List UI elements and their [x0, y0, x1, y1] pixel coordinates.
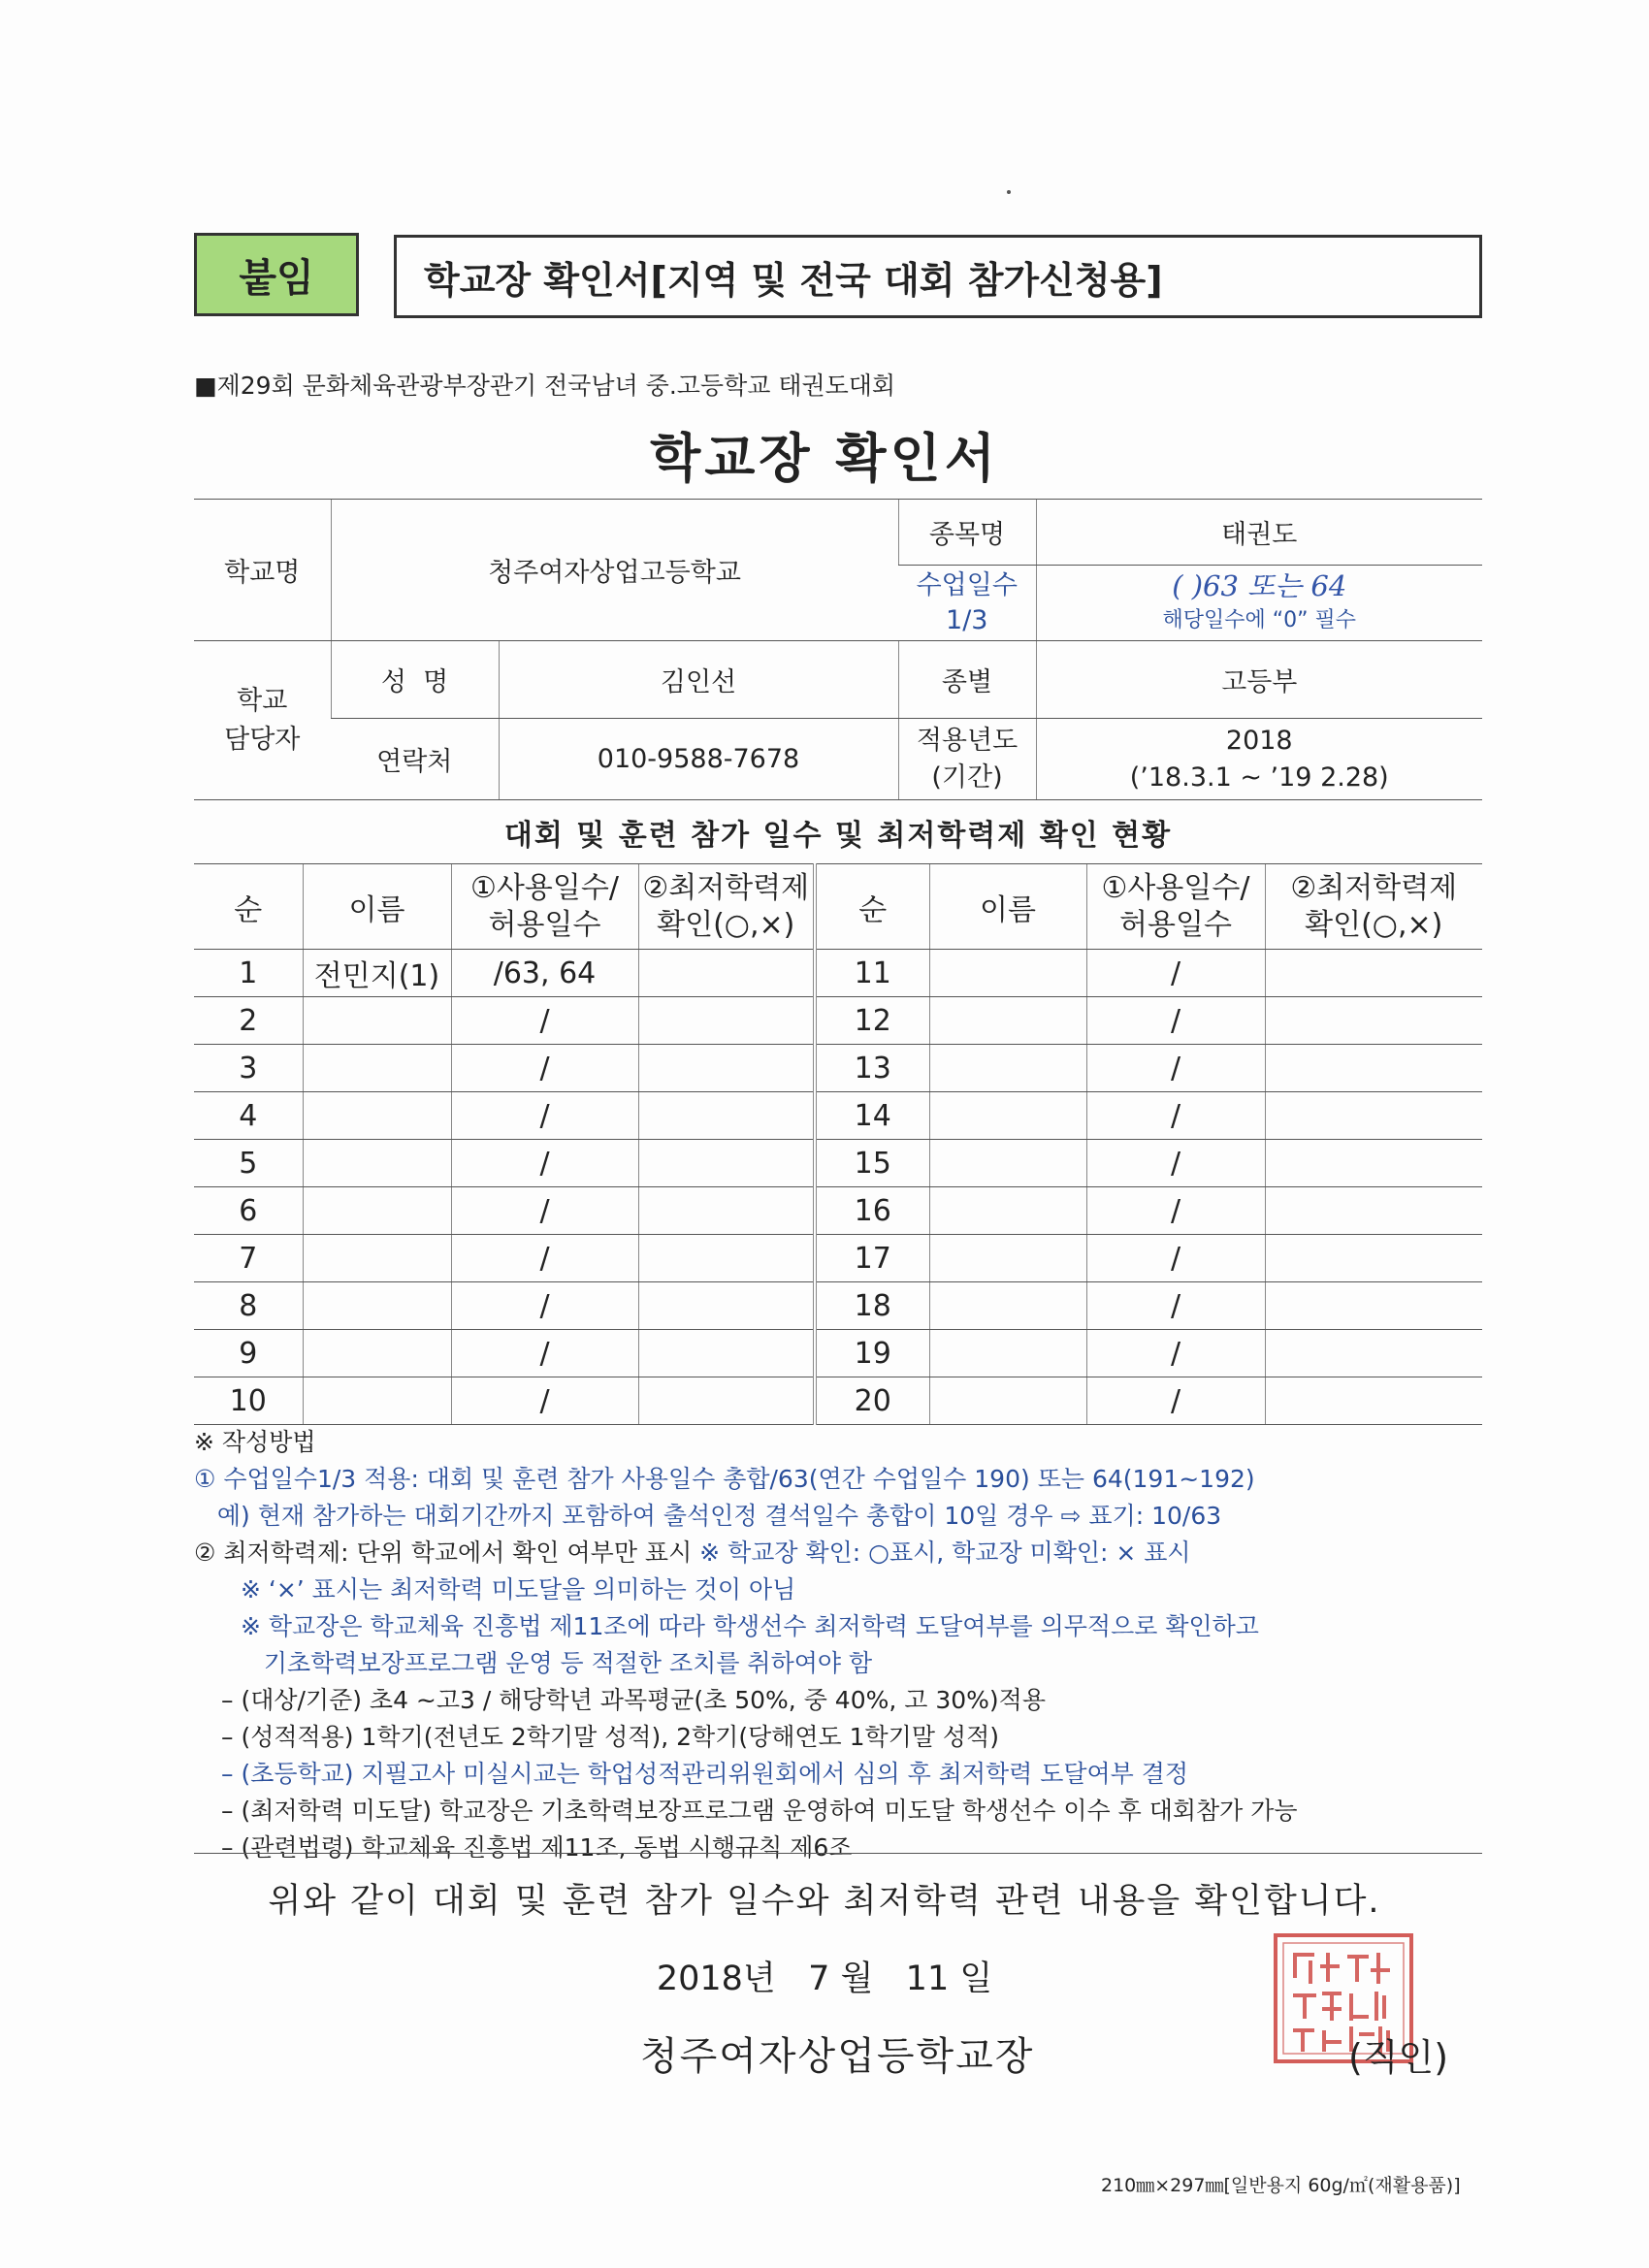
- competition-subtitle: ■제29회 문화체육관광부장관기 전국남녀 중.고등학교 태권도대회: [194, 372, 896, 400]
- note-9: – (관련법령) 학교체육 진흥법 제11조, 동법 시행규칙 제6조: [221, 1833, 853, 1862]
- note-1a: ① 수업일수1/3 적용: 대회 및 훈련 참가 사용일수 총합/63(연간 수업일수 190) 또는 64(191~192): [194, 1465, 1255, 1493]
- manager-label-line1: 학교: [237, 685, 288, 716]
- athlete-name: [929, 1140, 1086, 1187]
- athlete-name: [303, 1045, 451, 1092]
- name-label: 성 명: [331, 641, 499, 719]
- row-number: 12: [815, 997, 929, 1045]
- athlete-name: [303, 1377, 451, 1425]
- header-days-right-line1: ①사용일수/: [1101, 870, 1250, 905]
- row-number: 2: [194, 997, 303, 1045]
- school-value: 청주여자상업고등학교: [331, 500, 898, 641]
- days-note: 해당일수에 “0” 필수: [1162, 607, 1357, 632]
- divider: [194, 1853, 1482, 1854]
- days-used: /: [451, 1282, 638, 1330]
- days-used: /: [1086, 1187, 1265, 1235]
- table-row: [194, 1045, 1482, 1092]
- table-row: [194, 1092, 1482, 1140]
- row-number: 6: [194, 1187, 303, 1235]
- athlete-name: [929, 1045, 1086, 1092]
- athlete-name: [303, 1187, 451, 1235]
- days-used: /: [451, 1045, 638, 1092]
- confirmation-date: 2018년 7 월 11 일: [656, 1960, 993, 1998]
- event-value: 태권도: [1036, 500, 1482, 566]
- row-number: 18: [815, 1282, 929, 1330]
- table-row: [194, 1235, 1482, 1282]
- athlete-name: [303, 1282, 451, 1330]
- name-value: 김인선: [499, 641, 898, 719]
- days-used: /: [1086, 950, 1265, 997]
- athlete-name: [929, 1282, 1086, 1330]
- header-check-left-line2: 확인(○,×): [657, 907, 795, 942]
- athlete-name: [929, 1187, 1086, 1235]
- academic-check: [638, 1092, 815, 1140]
- days-used: /63, 64: [451, 950, 638, 997]
- table-row: [194, 950, 1482, 997]
- academic-check: [638, 1282, 815, 1330]
- header-days-left-line1: ①사용일수/: [470, 870, 619, 905]
- note-4a: ※ 학교장은 학교체육 진흥법 제11조에 따라 학생선수 최저학력 도달여부를 의무적으로 확인하고: [241, 1612, 1259, 1640]
- notes-heading: ※ 작성방법: [194, 1428, 316, 1456]
- seal-placeholder: (직인): [1348, 2036, 1449, 2079]
- days-used: /: [1086, 1140, 1265, 1187]
- note-4b: 기초학력보장프로그램 운영 등 적절한 조치를 취하여야 함: [241, 1649, 873, 1677]
- note-2: [194, 1535, 1494, 1571]
- header-days-left: [451, 864, 638, 950]
- note-1b: 예) 현재 참가하는 대회기간까지 포함하여 출석인정 결석일수 총합이 10일 경우 ⇨ 표기: 10/63: [194, 1502, 1222, 1530]
- row-number: 14: [815, 1092, 929, 1140]
- academic-check: [638, 1187, 815, 1235]
- note-2-prefix: ② 최저학력제: 단위 학교에서 확인 여부만 표시: [194, 1539, 700, 1567]
- days-used: /: [451, 1330, 638, 1377]
- table-row: [194, 1140, 1482, 1187]
- academic-check: [1265, 1330, 1482, 1377]
- row-number: 10: [194, 1377, 303, 1425]
- days-used: /: [1086, 1092, 1265, 1140]
- scan-speck: [1007, 190, 1011, 194]
- days-used: /: [1086, 1282, 1265, 1330]
- days-used: /: [1086, 1377, 1265, 1425]
- manager-label-line2: 담당자: [224, 724, 301, 755]
- row-number: 20: [815, 1377, 929, 1425]
- days-used: /: [1086, 1235, 1265, 1282]
- division-label: 종별: [898, 641, 1036, 719]
- academic-check: [638, 1045, 815, 1092]
- header-days-right-line2: 허용일수: [1119, 907, 1232, 942]
- academic-check: [638, 1377, 815, 1425]
- academic-check: [1265, 1187, 1482, 1235]
- academic-check: [1265, 1045, 1482, 1092]
- athlete-name: [929, 1377, 1086, 1425]
- header-name-left: 이름: [303, 864, 451, 950]
- academic-check: [638, 997, 815, 1045]
- days-used: /: [1086, 997, 1265, 1045]
- days-label-line1: 수업일수: [916, 569, 1018, 600]
- row-number: 13: [815, 1045, 929, 1092]
- year-value: 2018: [1225, 725, 1293, 756]
- principal-signature: 청주여자상업등학교장: [640, 2034, 1035, 2079]
- note-3: ※ ‘×’ 표시는 최저학력 미도달을 의미하는 것이 아님: [241, 1575, 796, 1604]
- year-label-line2: (기간): [931, 761, 1003, 793]
- days-used: /: [1086, 1045, 1265, 1092]
- note-5: – (대상/기준) 초4 ~고3 / 해당학년 과목평균(초 50%, 중 40%, 고 30%)적용: [221, 1686, 1046, 1714]
- attachment-tag: 붙임: [194, 233, 359, 316]
- note-8: – (최저학력 미도달) 학교장은 기초학력보장프로그램 운영하여 미도달 학생선수 이수 후 대회참가 가능: [221, 1797, 1298, 1825]
- year-period: (’18.3.1 ~ ’19 2.28): [1129, 761, 1389, 793]
- info-table: [194, 499, 1482, 800]
- academic-check: [1265, 1140, 1482, 1187]
- division-value: 고등부: [1036, 641, 1482, 719]
- days-used: /: [451, 997, 638, 1045]
- contact-value: 010-9588-7678: [499, 719, 898, 800]
- athlete-name: [303, 1235, 451, 1282]
- row-number: 11: [815, 950, 929, 997]
- row-number: 3: [194, 1045, 303, 1092]
- athlete-name: [929, 1092, 1086, 1140]
- header-check-left: [638, 864, 815, 950]
- event-label: 종목명: [898, 500, 1036, 566]
- table-row: [194, 1187, 1482, 1235]
- days-value: ( )63 또는 64: [1172, 568, 1347, 602]
- header-title: 학교장 확인서[지역 및 전국 대회 참가신청용]: [394, 235, 1482, 318]
- row-number: 16: [815, 1187, 929, 1235]
- table-row: [194, 1377, 1482, 1425]
- year-label-line1: 적용년도: [916, 725, 1018, 756]
- header-name-right: 이름: [929, 864, 1086, 950]
- table-row: [194, 1330, 1482, 1377]
- header-no-left: 순: [194, 864, 303, 950]
- athlete-name: [929, 950, 1086, 997]
- row-number: 4: [194, 1092, 303, 1140]
- header-check-right-line1: ②최저학력제: [1290, 870, 1458, 905]
- header-check-right-line2: 확인(○,×): [1305, 907, 1443, 942]
- athlete-name: [303, 1330, 451, 1377]
- row-number: 7: [194, 1235, 303, 1282]
- participation-table: [194, 863, 1482, 1425]
- days-used: /: [451, 1235, 638, 1282]
- section-title: 대회 및 훈련 참가 일수 및 최저학력제 확인 현황: [503, 819, 1173, 853]
- header-no-right: 순: [815, 864, 929, 950]
- athlete-name: [303, 997, 451, 1045]
- academic-check: [638, 1330, 815, 1377]
- year-value-cell: [1036, 719, 1482, 800]
- note-7: – (초등학교) 지필고사 미실시교는 학업성적관리위원회에서 심의 후 최저학력 도달여부 결정: [221, 1760, 1189, 1788]
- academic-check: [638, 1235, 815, 1282]
- days-used: /: [451, 1377, 638, 1425]
- days-label: [898, 566, 1036, 641]
- year-label: [898, 719, 1036, 800]
- writing-guide: [194, 1424, 1494, 1866]
- academic-check: [1265, 1092, 1482, 1140]
- athlete-name: [929, 997, 1086, 1045]
- table-row: [194, 1282, 1482, 1330]
- athlete-name: [303, 1092, 451, 1140]
- contact-label: 연락처: [331, 719, 499, 800]
- note-2-suffix: ※ 학교장 확인: ○표시, 학교장 미확인: × 표시: [699, 1539, 1191, 1567]
- days-used: /: [1086, 1330, 1265, 1377]
- header-days-left-line2: 허용일수: [488, 907, 601, 942]
- academic-check: [1265, 1377, 1482, 1425]
- days-label-line2: 1/3: [946, 604, 988, 635]
- academic-check: [638, 1140, 815, 1187]
- confirmation-text: 위와 같이 대회 및 훈련 참가 일수와 최저학력 관련 내용을 확인합니다.: [268, 1882, 1381, 1921]
- row-number: 15: [815, 1140, 929, 1187]
- days-used: /: [451, 1092, 638, 1140]
- manager-label: [194, 641, 331, 800]
- paper-spec-footnote: 210㎜×297㎜[일반용지 60g/㎡(재활용품)]: [1101, 2175, 1461, 2196]
- academic-check: [638, 950, 815, 997]
- days-used: /: [451, 1187, 638, 1235]
- row-number: 17: [815, 1235, 929, 1282]
- academic-check: [1265, 997, 1482, 1045]
- header-days-right: [1086, 864, 1265, 950]
- athlete-name: [929, 1235, 1086, 1282]
- days-used: /: [451, 1140, 638, 1187]
- table-row: [194, 997, 1482, 1045]
- academic-check: [1265, 1282, 1482, 1330]
- row-number: 19: [815, 1330, 929, 1377]
- academic-check: [1265, 1235, 1482, 1282]
- academic-check: [1265, 950, 1482, 997]
- note-6: – (성적적용) 1학기(전년도 2학기말 성적), 2학기(당해연도 1학기말 성적): [221, 1723, 999, 1751]
- athlete-name: [929, 1330, 1086, 1377]
- row-number: 5: [194, 1140, 303, 1187]
- athlete-name: 전민지(1): [303, 950, 451, 997]
- school-label: 학교명: [194, 500, 331, 641]
- row-number: 8: [194, 1282, 303, 1330]
- header-check-left-line1: ②최저학력제: [642, 870, 810, 905]
- header-check-right: [1265, 864, 1482, 950]
- days-value-cell: [1036, 566, 1482, 641]
- row-number: 1: [194, 950, 303, 997]
- athlete-name: [303, 1140, 451, 1187]
- page-title: 학교장 확인서: [650, 428, 999, 489]
- row-number: 9: [194, 1330, 303, 1377]
